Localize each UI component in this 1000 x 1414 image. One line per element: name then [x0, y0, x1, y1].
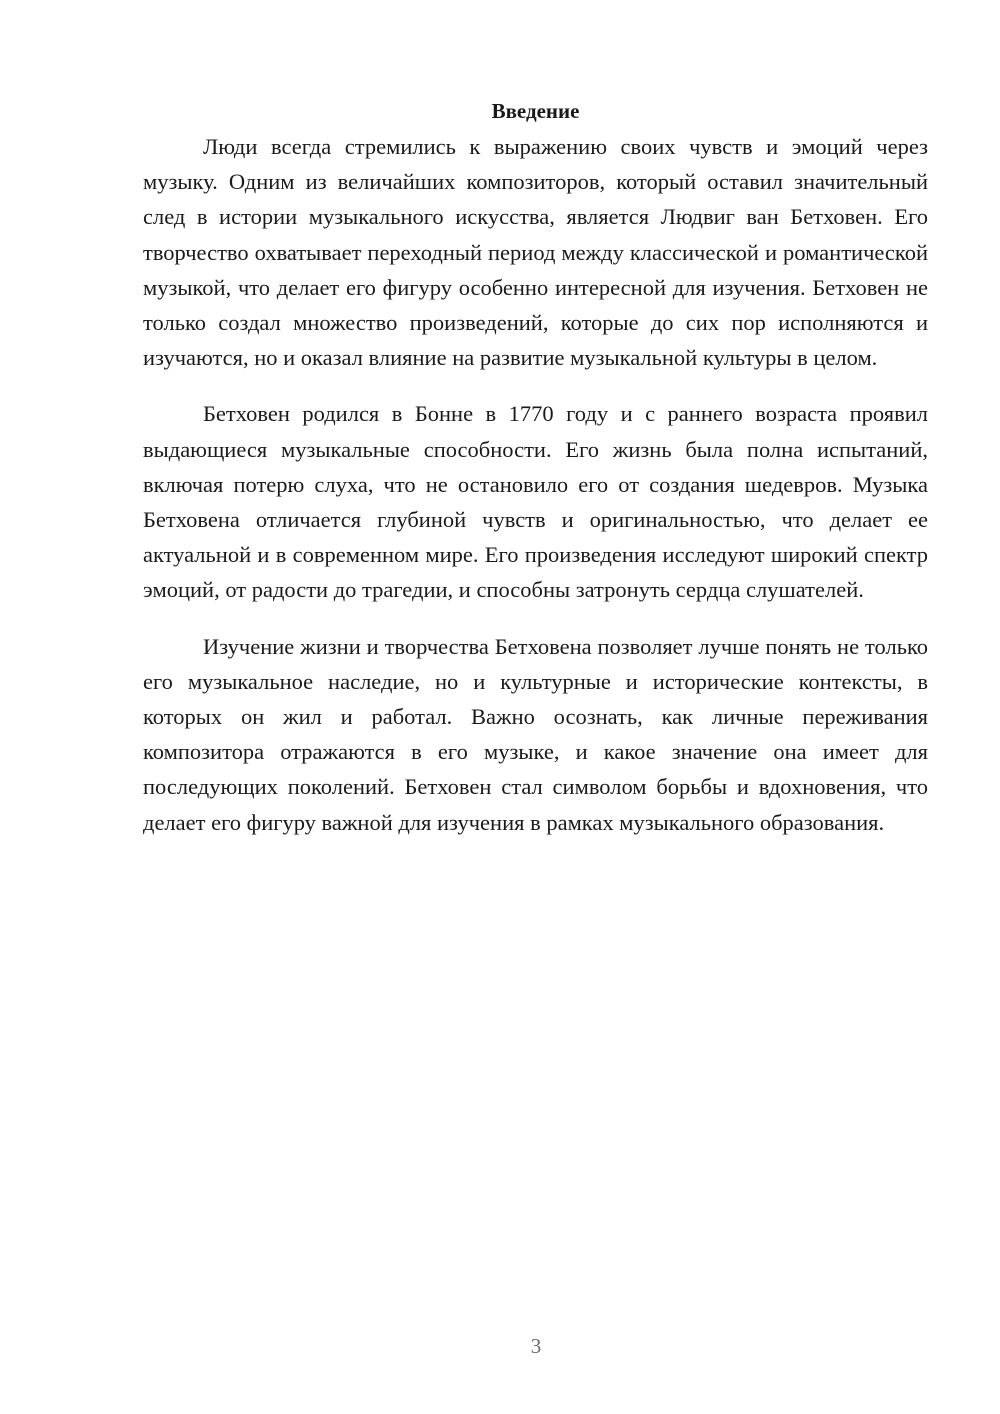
- document-page: [143, 96, 928, 861]
- paragraph-2: Бетховен родился в Бонне в 1770 году и с раннего возраста проявил выдающиеся музыкальные способности. Его жизнь была полна испытаний, включая потерю слуха, что не остановило его от создания шедевров. Музыка Бетховена отличается глубиной чувств и оригинальностью, что делает ее актуальной и в современном мире. Его произведения исследуют широкий спектр эмоций, от радости до трагедии, и способны затронуть сердца слушателей.: [143, 401, 928, 603]
- page-number: 3: [530, 1334, 542, 1358]
- paragraph-1: Люди всегда стремились к выражению своих чувств и эмоций через музыку. Одним из величайших композиторов, который оставил значительный след в истории музыкального искусства, является Людвиг ван Бетховен. Его творчество охватывает переходный период между классической и романтической музыкой, что делает его фигуру особенно интересной для изучения. Бетховен не только создал множество произведений, которые до сих пор исполняются и изучаются, но и оказал влияние на развитие музыкальной культуры в целом.: [143, 134, 928, 371]
- section-title: Введение: [491, 99, 580, 123]
- paragraph-3: Изучение жизни и творчества Бетховена позволяет лучше понять не только его музыкальное наследие, но и культурные и исторические контексты, в которых он жил и работал. Важно осознать, как личные переживания композитора отражаются в его музыке, и какое значение она имеет для последующих поколений. Бетховен стал символом борьбы и вдохновения, что делает его фигуру важной для изучения в рамках музыкального образования.: [143, 633, 928, 835]
